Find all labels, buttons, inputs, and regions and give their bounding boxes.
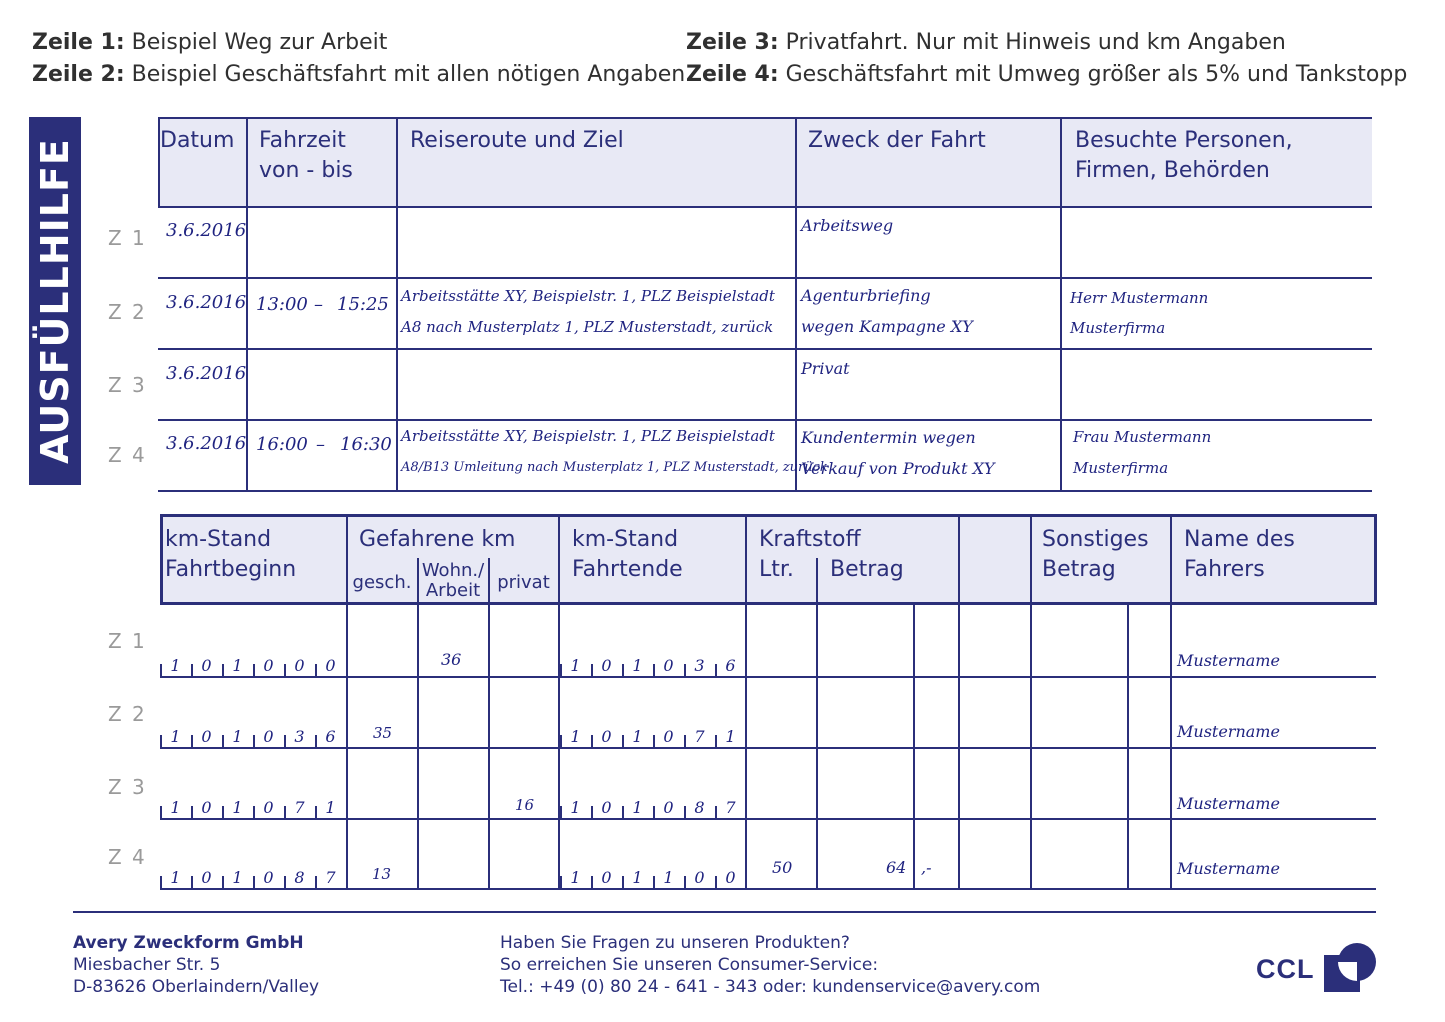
digit: 1 <box>222 727 253 747</box>
row3-km-ende <box>560 790 746 818</box>
header-fahrtende: Fahrtende <box>572 557 683 582</box>
row2-datum: 3.6.2016 <box>166 292 247 313</box>
row2-dash: – <box>314 294 323 315</box>
header-fahrer-name: Fahrers <box>1184 557 1265 582</box>
footer-street: Miesbacher Str. 5 <box>73 955 221 975</box>
row-label-z2-km: Z 2 <box>108 702 147 726</box>
digit: 1 <box>560 798 591 818</box>
header-ltr: Ltr. <box>759 557 794 582</box>
digit: 1 <box>222 656 253 676</box>
digit: 0 <box>715 868 746 888</box>
row3-km-beginn <box>160 790 346 818</box>
digit: 6 <box>315 727 346 747</box>
legend-line-1: Zeile 1: Beispiel Weg zur Arbeit <box>32 30 388 55</box>
row4-betrag-cent: ,- <box>921 858 932 877</box>
digit: 1 <box>315 798 346 818</box>
header-privat: privat <box>497 572 550 593</box>
digit: 1 <box>622 656 653 676</box>
footer-divider <box>73 911 1376 913</box>
header-datum: Datum <box>160 128 235 153</box>
ccl-logo-text: CCL <box>1256 954 1315 984</box>
row2-von: 13:00 <box>256 294 308 315</box>
legend-line-2: Zeile 2: Beispiel Geschäftsfahrt mit allen nötigen Angaben <box>32 62 686 87</box>
row3-zweck: Privat <box>801 359 850 378</box>
header-wohn: Wohn./ <box>421 560 485 581</box>
footer-service: So erreichen Sie unseren Consumer-Service: <box>500 955 879 975</box>
legend-line-3: Zeile 3: Privatfahrt. Nur mit Hinweis und km Angaben <box>686 30 1286 55</box>
row-label-z3-km: Z 3 <box>108 775 147 799</box>
legend-line-4: Zeile 4: Geschäftsfahrt mit Umweg größer als 5% und Tankstopp <box>686 62 1408 87</box>
footer-city: D-83626 Oberlaindern/Valley <box>73 977 320 997</box>
header-fahrzeit-von-bis: von - bis <box>259 158 353 183</box>
digit: 0 <box>191 727 222 747</box>
footer-company: Avery Zweckform GmbH <box>73 933 304 953</box>
digit: 0 <box>653 798 684 818</box>
row4-datum: 3.6.2016 <box>166 433 247 454</box>
digit: 0 <box>191 798 222 818</box>
row4-gesch: 13 <box>372 865 392 883</box>
row4-route-line2: A8/B13 Umleitung nach Musterplatz 1, PLZ Musterstadt, zurück <box>401 460 828 475</box>
digit: 1 <box>560 868 591 888</box>
digit: 1 <box>622 868 653 888</box>
header-kraftstoff: Kraftstoff <box>759 527 861 552</box>
digit: 1 <box>160 868 191 888</box>
row4-bis: 16:30 <box>340 434 392 455</box>
ccl-logo <box>1256 942 1378 994</box>
sidebar-title: AUSFÜLLHILFE <box>33 138 77 464</box>
row-label-z1-km: Z 1 <box>108 629 147 653</box>
row-label-z4: Z 4 <box>108 443 147 467</box>
row2-zweck-line1: Agenturbriefing <box>801 286 931 305</box>
digit: 0 <box>284 656 315 676</box>
row4-betrag: 64 <box>886 858 907 877</box>
digit: 1 <box>560 656 591 676</box>
row2-personen-line2: Musterfirma <box>1070 319 1166 337</box>
row1-fahrer: Mustername <box>1177 651 1280 670</box>
row4-personen-line1: Frau Mustermann <box>1073 428 1212 446</box>
digit: 8 <box>684 798 715 818</box>
row1-zweck: Arbeitsweg <box>801 216 894 235</box>
row-label-z3: Z 3 <box>108 373 147 397</box>
digit: 0 <box>591 798 622 818</box>
header-fahrer: Name des <box>1184 527 1295 552</box>
digit: 6 <box>715 656 746 676</box>
header-fahrzeit: Fahrzeit <box>259 128 346 153</box>
digit: 1 <box>160 798 191 818</box>
row1-km-ende <box>560 648 746 676</box>
digit: 3 <box>684 656 715 676</box>
digit: 0 <box>253 798 284 818</box>
digit: 7 <box>715 798 746 818</box>
row2-personen-line1: Herr Mustermann <box>1070 289 1209 307</box>
digit: 0 <box>591 868 622 888</box>
header-betrag: Betrag <box>830 557 904 582</box>
row1-km-beginn <box>160 648 346 676</box>
header-km-ende: km-Stand <box>572 527 679 552</box>
digit: 1 <box>160 727 191 747</box>
header-gefahrene-km: Gefahrene km <box>359 527 516 552</box>
row2-gesch: 35 <box>373 724 393 742</box>
digit: 3 <box>284 727 315 747</box>
digit: 7 <box>684 727 715 747</box>
header-personen-firmen: Firmen, Behörden <box>1075 158 1270 183</box>
digit: 0 <box>653 656 684 676</box>
row3-fahrer: Mustername <box>1177 794 1280 813</box>
digit: 0 <box>253 727 284 747</box>
digit: 1 <box>560 727 591 747</box>
footer-question: Haben Sie Fragen zu unseren Produkten? <box>500 933 850 953</box>
row2-route-line2: A8 nach Musterplatz 1, PLZ Musterstadt, zurück <box>401 318 774 336</box>
row3-privat: 16 <box>515 796 535 814</box>
digit: 1 <box>622 727 653 747</box>
row2-route-line1: Arbeitsstätte XY, Beispielstr. 1, PLZ Beispielstadt <box>401 287 775 305</box>
row4-km-beginn <box>160 860 346 888</box>
row4-route-line1: Arbeitsstätte XY, Beispielstr. 1, PLZ Beispielstadt <box>401 427 775 445</box>
header-sonstiges: Sonstiges <box>1042 527 1149 552</box>
header-zweck: Zweck der Fahrt <box>808 128 986 153</box>
header-sonstiges-betrag: Betrag <box>1042 557 1116 582</box>
digit: 1 <box>622 798 653 818</box>
digit: 8 <box>284 868 315 888</box>
ccl-logo-mark <box>1324 942 1378 994</box>
header-route: Reiseroute und Ziel <box>410 128 624 153</box>
row4-km-ende <box>560 860 746 888</box>
digit: 0 <box>591 656 622 676</box>
row1-datum: 3.6.2016 <box>166 220 247 241</box>
sidebar-title-block <box>29 117 81 485</box>
header-km-beginn: km-Stand <box>165 527 272 552</box>
digit: 7 <box>284 798 315 818</box>
digit: 7 <box>315 868 346 888</box>
digit: 1 <box>653 868 684 888</box>
header-gesch: gesch. <box>352 572 412 593</box>
digit: 0 <box>653 727 684 747</box>
digit: 0 <box>591 727 622 747</box>
row4-zweck-line2: Verkauf von Produkt XY <box>801 459 995 478</box>
header-fahrtbeginn: Fahrtbeginn <box>165 557 297 582</box>
row2-km-beginn <box>160 719 346 747</box>
row4-dash: – <box>316 434 325 455</box>
row4-personen-line2: Musterfirma <box>1073 459 1169 477</box>
row2-fahrer: Mustername <box>1177 722 1280 741</box>
digit: 1 <box>222 868 253 888</box>
row4-von: 16:00 <box>256 434 308 455</box>
row4-zweck-line1: Kundentermin wegen <box>801 428 976 447</box>
header-personen: Besuchte Personen, <box>1075 128 1293 153</box>
digit: 1 <box>160 656 191 676</box>
digit: 1 <box>715 727 746 747</box>
header-arbeit: Arbeit <box>425 580 481 601</box>
row4-ltr: 50 <box>772 858 793 877</box>
row-label-z2: Z 2 <box>108 300 147 324</box>
row2-bis: 15:25 <box>337 294 389 315</box>
digit: 0 <box>253 656 284 676</box>
row-label-z4-km: Z 4 <box>108 845 147 869</box>
digit: 0 <box>253 868 284 888</box>
row2-zweck-line2: wegen Kampagne XY <box>801 317 973 336</box>
row1-wohn: 36 <box>441 650 462 669</box>
digit: 0 <box>191 656 222 676</box>
digit: 0 <box>315 656 346 676</box>
digit: 0 <box>191 868 222 888</box>
row-label-z1: Z 1 <box>108 226 147 250</box>
row3-datum: 3.6.2016 <box>166 363 247 384</box>
digit: 1 <box>222 798 253 818</box>
row4-fahrer: Mustername <box>1177 859 1280 878</box>
digit: 0 <box>684 868 715 888</box>
footer-contact: Tel.: +49 (0) 80 24 - 641 - 343 oder: kundenservice@avery.com <box>500 977 1041 997</box>
row2-km-ende <box>560 719 746 747</box>
